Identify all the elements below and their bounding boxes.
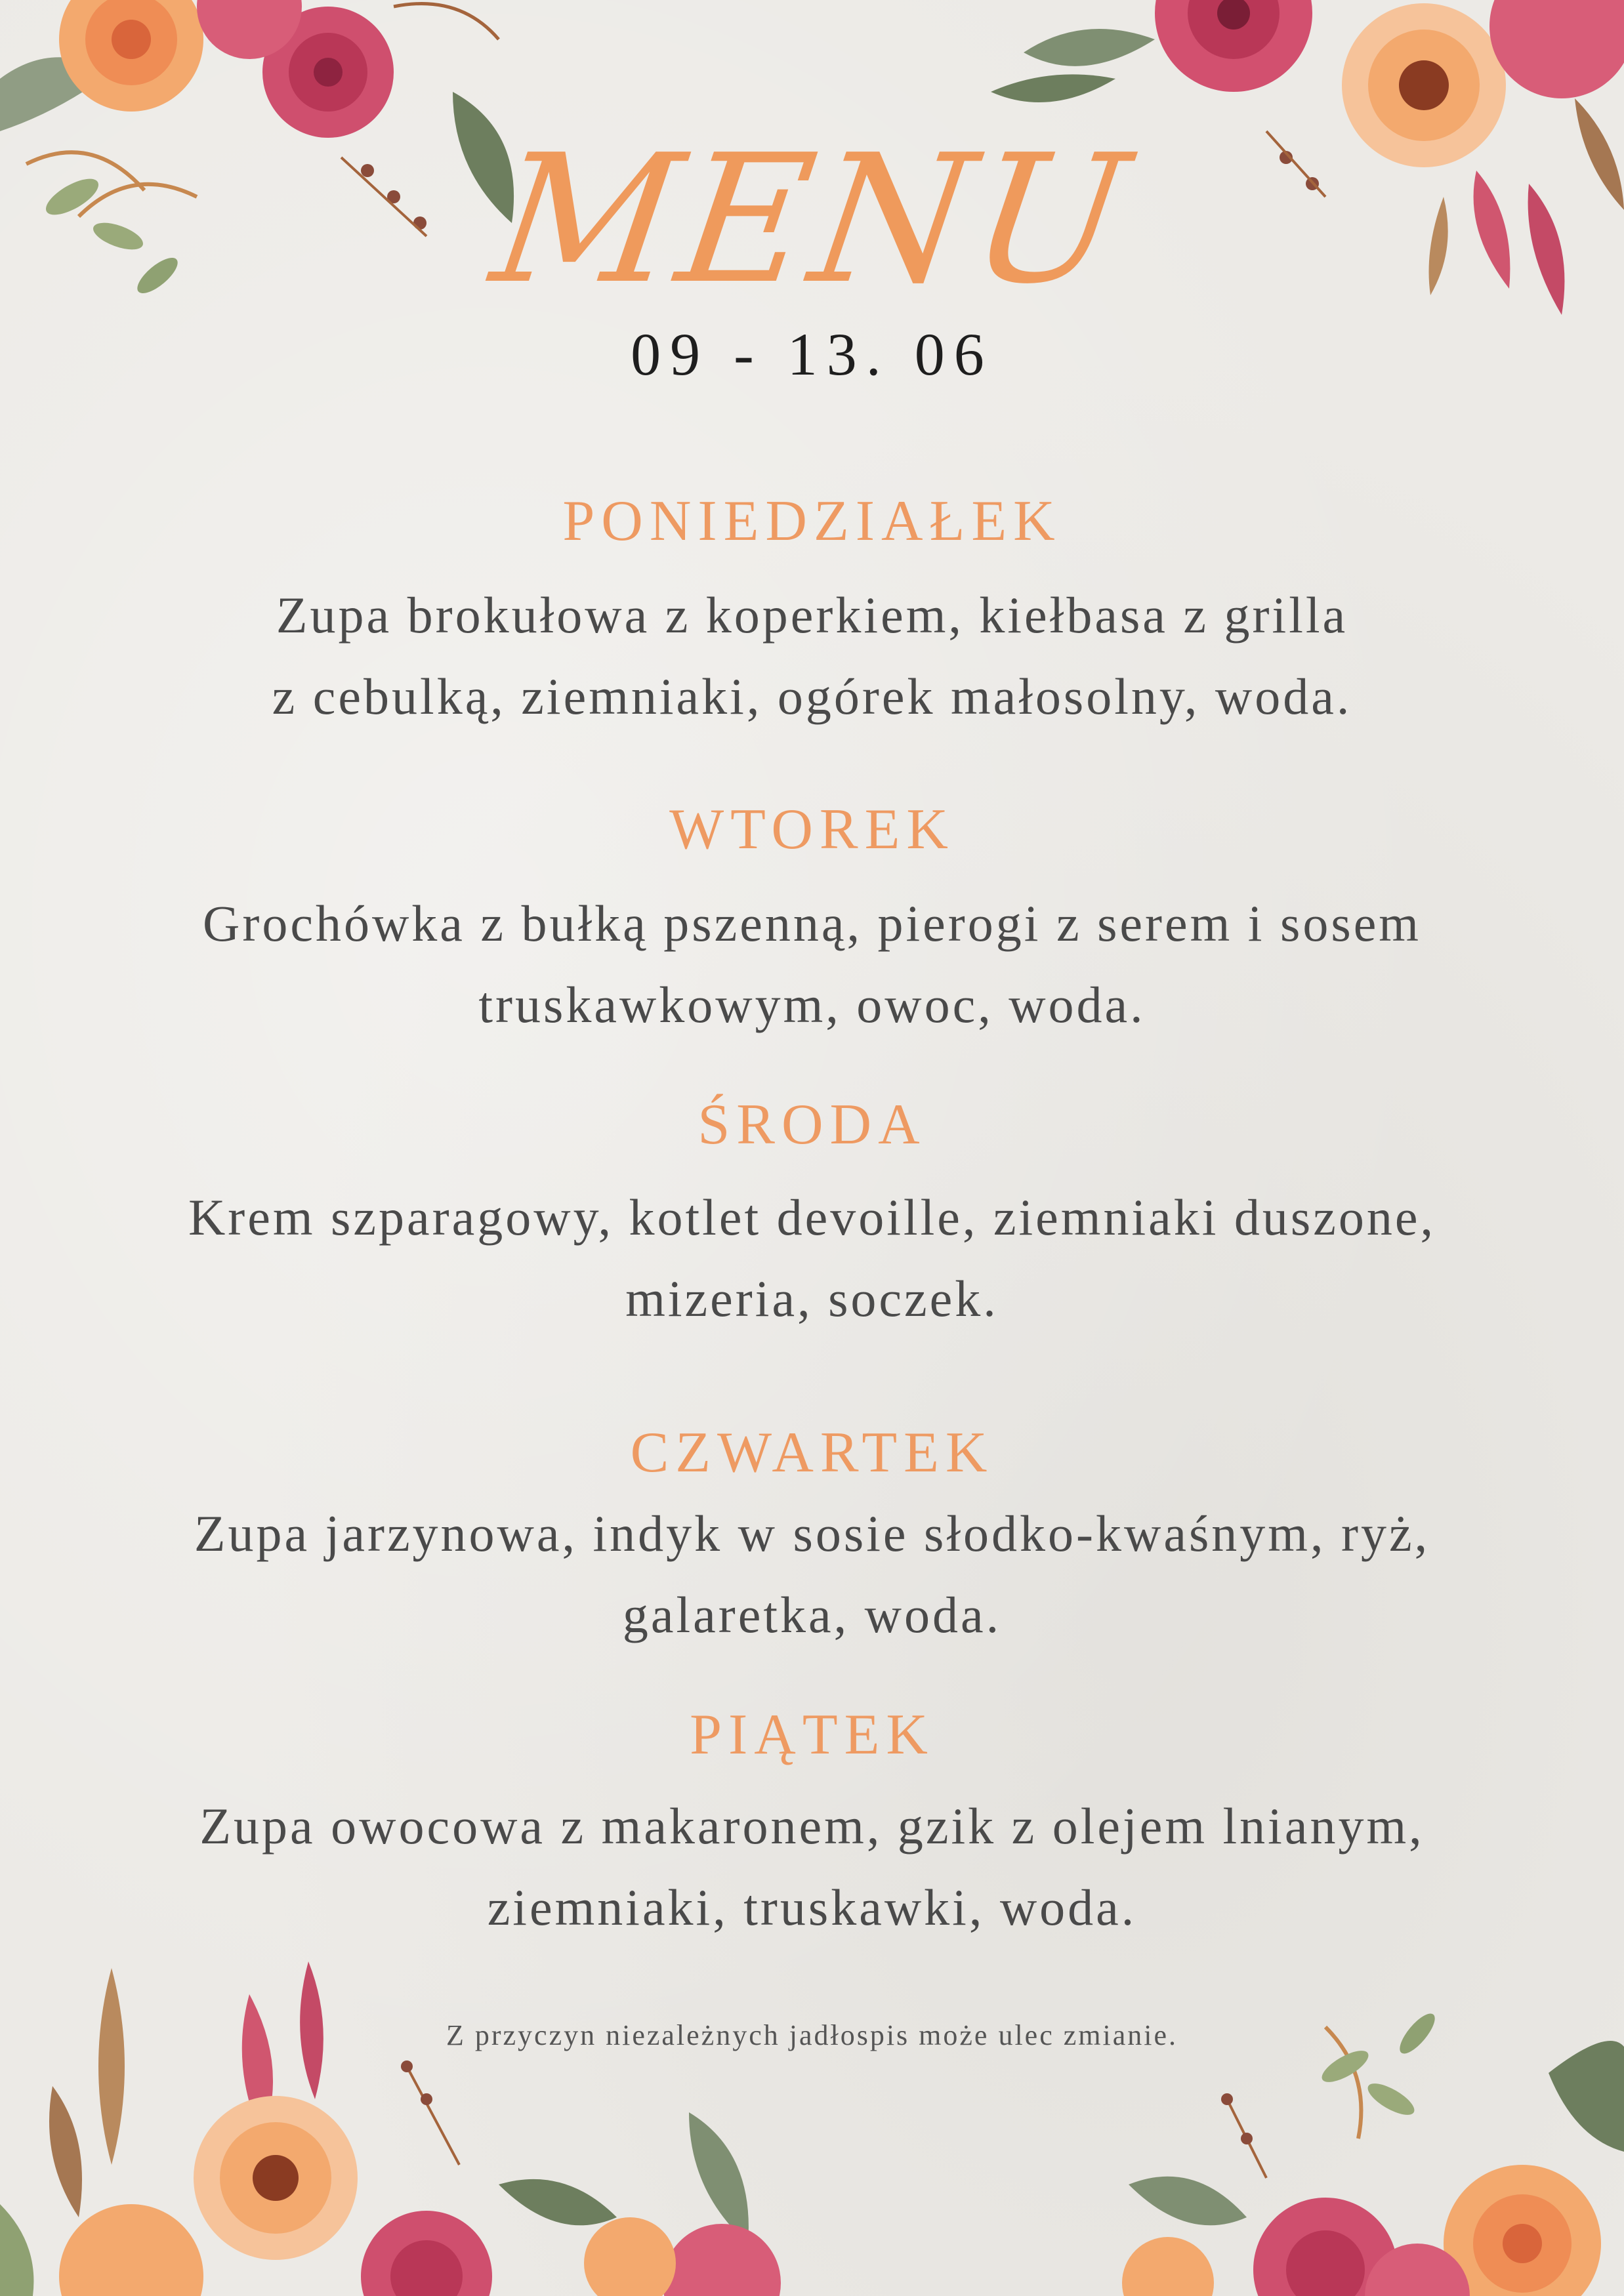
- meal-line-tuesday-2: truskawkowym, owoc, woda.: [478, 976, 1146, 1033]
- day-heading-friday: PIĄTEK: [690, 1703, 934, 1767]
- day-heading-wednesday: ŚRODA: [697, 1093, 927, 1157]
- meal-line-friday-1: Zupa owocowa z makaronem, gzik z olejem lnianym,: [199, 1797, 1425, 1855]
- menu-title: MENU: [482, 116, 1142, 323]
- meal-line-monday-1: Zupa brokułowa z koperkiem, kiełbasa z grilla: [276, 586, 1348, 644]
- meal-line-friday-2: ziemniaki, truskawki, woda.: [487, 1879, 1137, 1936]
- meal-line-tuesday-1: Grochówka z bułką pszenną, pierogi z serem i sosem: [203, 895, 1421, 952]
- day-heading-thursday: CZWARTEK: [630, 1421, 994, 1485]
- meal-line-thursday-2: galaretka, woda.: [622, 1586, 1002, 1643]
- meal-line-wednesday-2: mizeria, soczek.: [625, 1270, 999, 1327]
- meal-line-monday-2: z cebulką, ziemniaki, ogórek małosolny, woda.: [272, 668, 1352, 725]
- meal-line-thursday-1: Zupa jarzynowa, indyk w sosie słodko-kwaśnym, ryż,: [194, 1505, 1430, 1562]
- flower-bouquet-bottom-left-icon: [0, 1961, 781, 2296]
- day-heading-tuesday: WTOREK: [669, 798, 955, 861]
- menu-note: Z przyczyn niezależnych jadłospis może ulec zmianie.: [446, 2019, 1178, 2051]
- day-heading-monday: PONIEDZIAŁEK: [562, 489, 1062, 553]
- meal-line-wednesday-1: Krem szparagowy, kotlet devoille, ziemniaki duszone,: [188, 1189, 1436, 1246]
- menu-dates: 09 - 13. 06: [631, 321, 993, 388]
